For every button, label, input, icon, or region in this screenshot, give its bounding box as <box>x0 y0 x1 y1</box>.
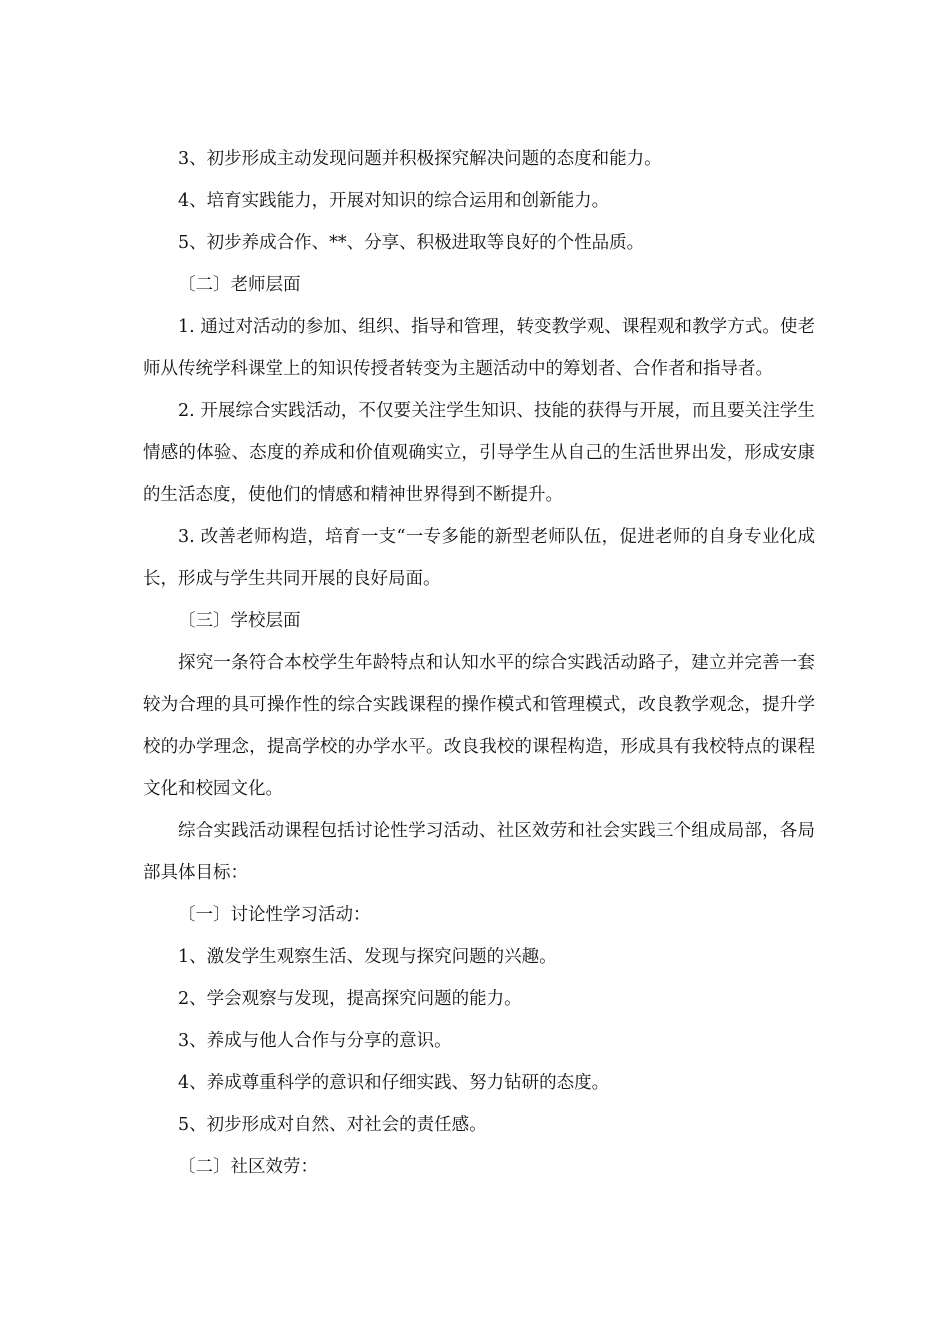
paragraph: 2. 开展综合实践活动，不仅要关注学生知识、技能的获得与开展，而且要关注学生情感的体验、态度的养成和价值观确实立，引导学生从自己的生活世界出发，形成安康的生活态度，使他们的情感和精神世界得到不断提升。 <box>143 401 815 505</box>
section-heading: 〔三〕学校层面 <box>178 611 301 631</box>
paragraph: 1. 通过对活动的参加、组织、指导和管理，转变教学观、课程观和教学方式。使老师从传统学科课堂上的知识传授者转变为主题活动中的筹划者、合作者和指导者。 <box>143 317 815 379</box>
paragraph: 5、初步形成对自然、对社会的责任感。 <box>178 1115 487 1135</box>
paragraph: 5、初步养成合作、**、分享、积极进取等良好的个性品质。 <box>178 233 645 253</box>
paragraph: 1、激发学生观察生活、发现与探究问题的兴趣。 <box>178 947 557 967</box>
section-heading: 〔一〕讨论性学习活动： <box>178 905 371 925</box>
section-heading: 〔二〕老师层面 <box>178 275 301 295</box>
paragraph: 综合实践活动课程包括讨论性学习活动、社区效劳和社会实践三个组成局部，各局部具体目标： <box>143 821 815 883</box>
section-heading: 〔二〕社区效劳： <box>178 1157 318 1177</box>
paragraph: 探究一条符合本校学生年龄特点和认知水平的综合实践活动路子，建立并完善一套较为合理的具可操作性的综合实践课程的操作模式和管理模式，改良教学观念，提升学校的办学理念，提高学校的办学水平。改良我校的课程构造，形成具有我校特点的课程文化和校园文化。 <box>143 653 815 799</box>
paragraph: 3、初步形成主动发现问题并积极探究解决问题的态度和能力。 <box>178 149 662 169</box>
paragraph: 2、学会观察与发现，提高探究问题的能力。 <box>178 989 522 1009</box>
paragraph: 4、培育实践能力，开展对知识的综合运用和创新能力。 <box>178 191 610 211</box>
paragraph: 3、养成与他人合作与分享的意识。 <box>178 1031 452 1051</box>
paragraph: 3. 改善老师构造，培育一支“一专多能的新型老师队伍，促进老师的自身专业化成长，形成与学生共同开展的良好局面。 <box>143 527 815 589</box>
paragraph: 4、养成尊重科学的意识和仔细实践、努力钻研的态度。 <box>178 1073 610 1093</box>
document-body <box>143 138 815 1188</box>
